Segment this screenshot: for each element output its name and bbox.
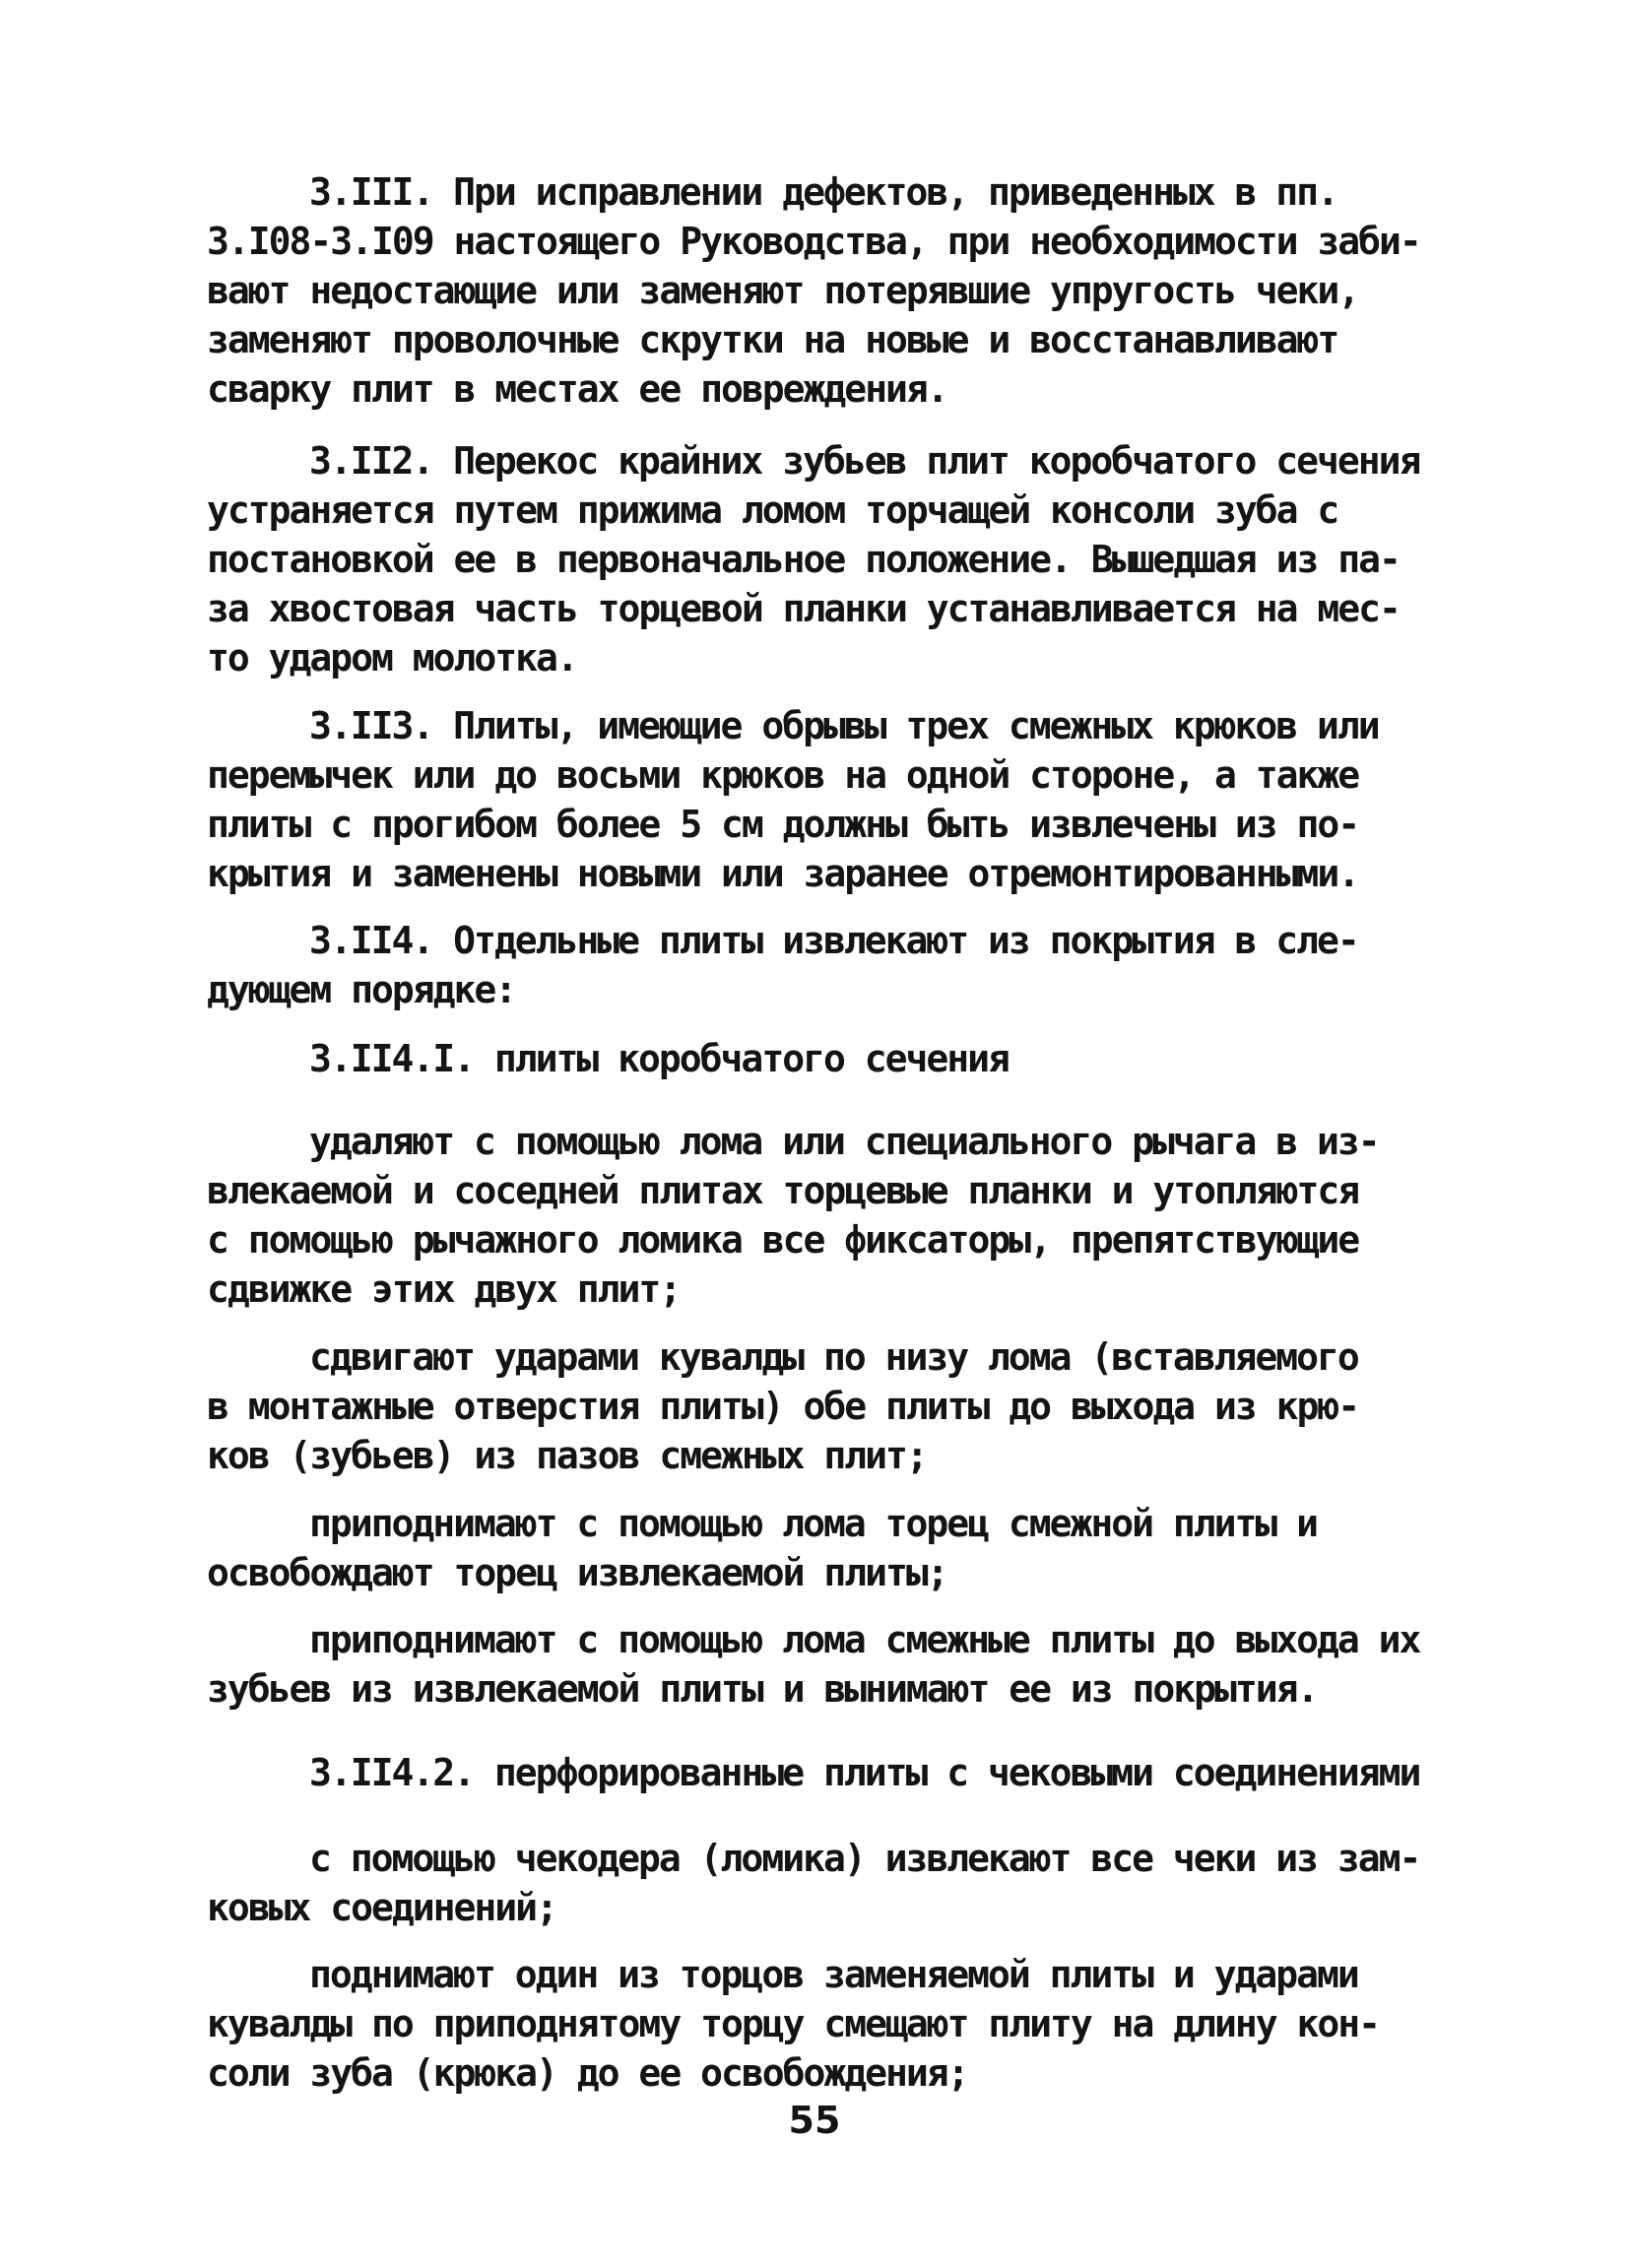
text-line: освобождают торец извлекаемой плиты; bbox=[207, 1551, 947, 1594]
text-line: 3.I08-3.I09 настоящего Руководства, при необходимости заби- bbox=[207, 220, 1420, 263]
section-heading: 3.II4.2. перфорированные плиты с чековыми соединениями bbox=[309, 1751, 1420, 1794]
text-line: влекаемой и соседней плитах торцевые планки и утопляются bbox=[207, 1169, 1359, 1212]
text-line: в монтажные отверстия плиты) обе плиты до выхода из крю- bbox=[207, 1385, 1359, 1428]
text-line: ков (зубьев) из пазов смежных плит; bbox=[207, 1434, 927, 1477]
text-line: приподнимают с помощью лома торец смежной плиты и bbox=[309, 1502, 1318, 1545]
text-line: с помощью чекодера (ломика) извлекают все чеки из зам- bbox=[309, 1837, 1420, 1880]
text-line: с помощью рычажного ломика все фиксаторы, препятствующие bbox=[207, 1218, 1359, 1262]
text-line: заменяют проволочные скрутки на новые и восстанавливают bbox=[207, 318, 1338, 361]
text-line: ковых соединений; bbox=[207, 1886, 556, 1929]
text-line: 3.II4. Отдельные плиты извлекают из покрытия в сле- bbox=[309, 919, 1358, 962]
text-line: вают недостающие или заменяют потерявшие упругость чеки, bbox=[207, 269, 1359, 312]
text-line: приподнимают с помощью лома смежные плиты до выхода их bbox=[309, 1618, 1420, 1661]
text-line: 3.III. При исправлении дефектов, приведенных в пп. bbox=[309, 170, 1337, 214]
text-line: сварку плит в местах ее повреждения. bbox=[207, 367, 947, 411]
text-line: плиты с прогибом более 5 см должны быть извлечены из по- bbox=[207, 803, 1359, 846]
text-line: за хвостовая часть торцевой планки устанавливается на мес- bbox=[207, 587, 1400, 630]
section-heading: 3.II4.I. плиты коробчатого сечения bbox=[309, 1037, 1009, 1080]
text-line: соли зуба (крюка) до ее освобождения; bbox=[207, 2051, 968, 2095]
text-line: кувалды по приподнятому торцу смещают плиту на длину кон- bbox=[207, 2002, 1380, 2045]
text-line: перемычек или до восьми крюков на одной стороне, а также bbox=[207, 753, 1359, 797]
text-line: устраняется путем прижима ломом торчащей консоли зуба с bbox=[207, 488, 1338, 532]
text-line: сдвижке этих двух плит; bbox=[207, 1267, 681, 1311]
text-line: сдвигают ударами кувалды по низу лома (вставляемого bbox=[309, 1335, 1358, 1379]
text-line: 3.II3. Плиты, имеющие обрывы трех смежных крюков или bbox=[309, 704, 1379, 747]
text-line: зубьев из извлекаемой плиты и вынимают ее из покрытия. bbox=[207, 1667, 1318, 1711]
text-line: поднимают один из торцов заменяемой плиты и ударами bbox=[309, 1953, 1358, 1996]
text-line: удаляют с помощью лома или специального рычага в из- bbox=[309, 1120, 1379, 1163]
text-line: постановкой ее в первоначальное положение. Вышедшая из па- bbox=[207, 538, 1400, 581]
text-line: то ударом молотка. bbox=[207, 636, 577, 680]
text-line: 3.II2. Перекос крайних зубьев плит коробчатого сечения bbox=[309, 439, 1420, 483]
text-line: крытия и заменены новыми или заранее отремонтированными. bbox=[207, 852, 1359, 895]
text-line: дующем порядке: bbox=[207, 968, 516, 1011]
page-number: 55 bbox=[788, 2099, 841, 2142]
